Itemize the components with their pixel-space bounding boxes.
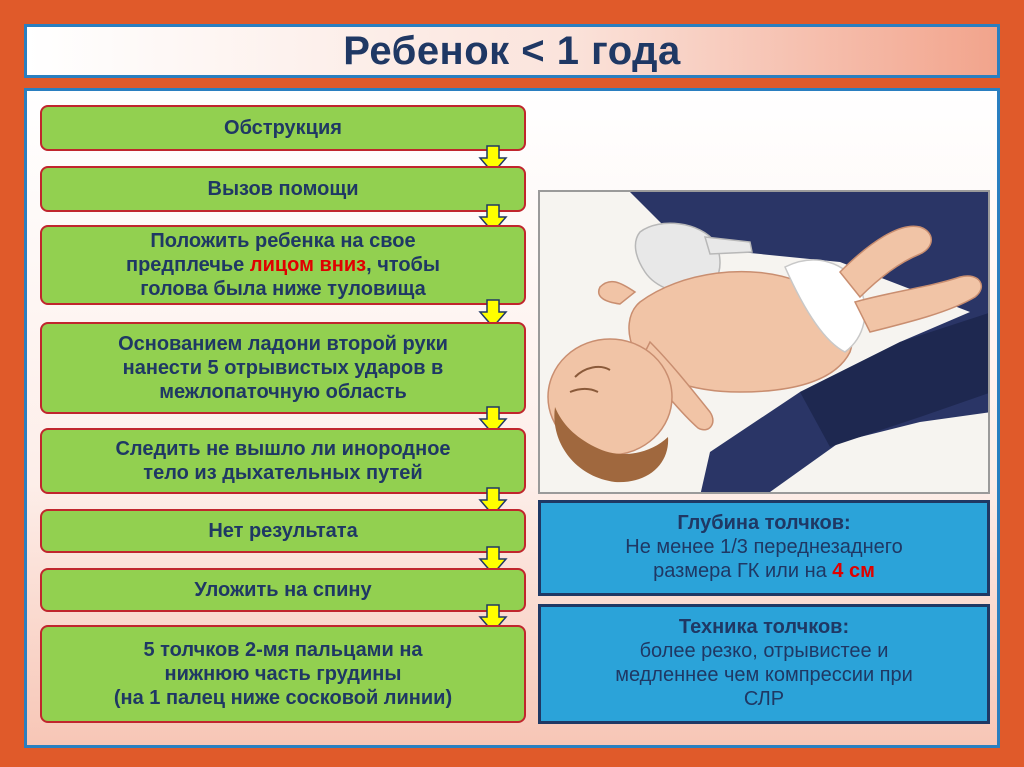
step-no-result: Нет результата <box>40 509 526 553</box>
thrust-depth-box: Глубина толчков: Не менее 1/3 переднезаднего размера ГК или на 4 см <box>538 500 990 596</box>
infant-illustration-icon <box>540 192 990 494</box>
step-lay-on-back: Уложить на спину <box>40 568 526 612</box>
title-bar <box>24 24 1000 78</box>
thrust-technique-box: Техника толчков: более резко, отрывистее и медленнее чем компрессии при СЛР <box>538 604 990 724</box>
infant-back-blow-illustration <box>538 190 990 494</box>
step-check-foreign-body: Следить не вышло ли инородное тело из дыхательных путей <box>40 428 526 494</box>
step-obstruction: Обструкция <box>40 105 526 151</box>
step-back-blows: Основанием ладони второй руки нанести 5 отрывистых ударов в межлопаточную область <box>40 322 526 414</box>
slide-title: Ребенок < 1 года <box>343 28 681 73</box>
step-position-face-down: Положить ребенка на свое предплечье лицом вниз, чтобы голова была ниже туловища <box>40 225 526 305</box>
step-call-help: Вызов помощи <box>40 166 526 212</box>
step-chest-thrusts: 5 толчков 2-мя пальцами на нижнюю часть грудины (на 1 палец ниже сосковой линии) <box>40 625 526 723</box>
